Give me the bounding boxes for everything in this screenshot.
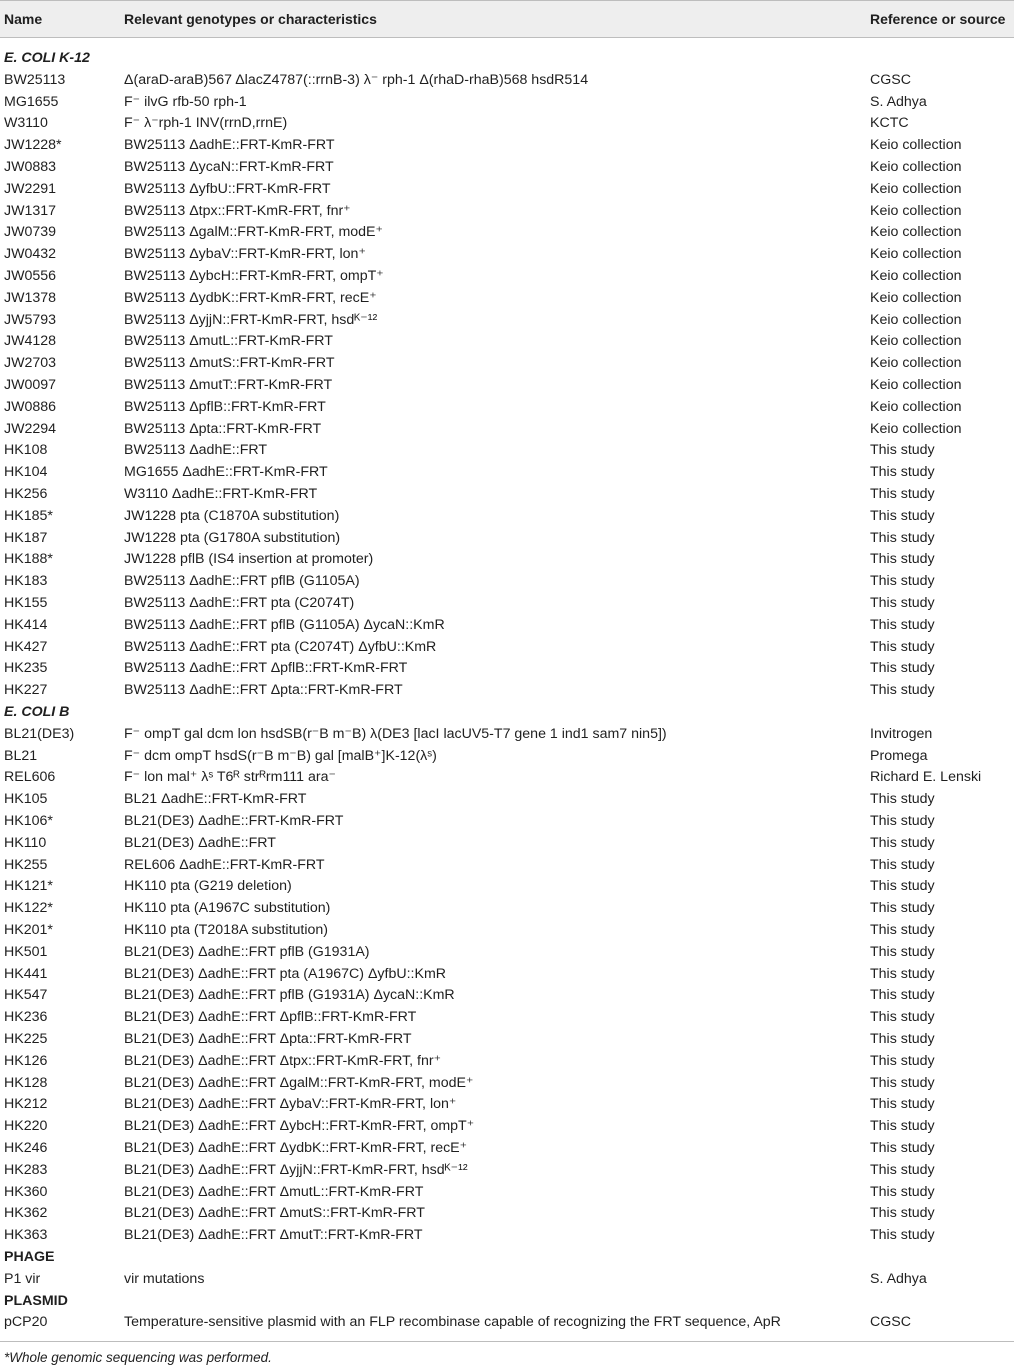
genotype-cell: BL21(DE3) ΔadhE::FRT ΔyjjN::FRT-KmR-FRT, hsdᴷ⁻¹² <box>124 1161 468 1178</box>
table-row <box>0 179 1014 201</box>
source-cell: This study <box>870 965 935 982</box>
table-row <box>0 1312 1014 1334</box>
genotype-cell: BL21(DE3) ΔadhE::FRT ΔmutT::FRT-KmR-FRT <box>124 1227 423 1244</box>
source-cell: This study <box>870 943 935 960</box>
genotype-cell: BW25113 ΔadhE::FRT-KmR-FRT <box>124 137 335 154</box>
strain-name: P1 vir <box>4 1270 41 1287</box>
strain-name: JW0883 <box>4 159 57 175</box>
header-name: Name <box>4 11 43 27</box>
strain-name: pCP20 <box>4 1314 48 1331</box>
table-row <box>0 1073 1014 1095</box>
table-row <box>0 1007 1014 1029</box>
section-label: PHAGE <box>4 1249 55 1265</box>
footnote: *Whole genomic sequencing was performed. <box>4 1350 272 1365</box>
strain-name: HK126 <box>4 1052 48 1069</box>
source-cell: Keio collection <box>870 268 962 284</box>
table-header <box>0 0 1014 38</box>
section-label: E. COLI B <box>4 704 70 720</box>
strain-name: HK547 <box>4 987 48 1004</box>
genotype-cell: BW25113 ΔadhE::FRT pta (C2074T) <box>124 595 355 611</box>
genotype-cell: BW25113 Δtpx::FRT-KmR-FRT, fnr⁺ <box>124 202 351 219</box>
strain-name: HK212 <box>4 1096 48 1113</box>
source-cell: S. Adhya <box>870 93 927 110</box>
strain-name: JW0556 <box>4 268 57 284</box>
source-cell: This study <box>870 486 935 502</box>
source-cell: Keio collection <box>870 333 962 350</box>
source-cell: This study <box>870 529 935 546</box>
source-cell: This study <box>870 813 935 829</box>
genotype-cell: BL21(DE3) ΔadhE::FRT Δpta::FRT-KmR-FRT <box>124 1031 412 1047</box>
table-row <box>0 1225 1014 1247</box>
strain-name: HK122* <box>4 900 53 917</box>
strain-name: HK246 <box>4 1140 48 1156</box>
table-row <box>0 266 1014 288</box>
strain-name: HK106* <box>4 813 53 829</box>
strain-name: HK183 <box>4 573 48 590</box>
genotype-cell: vir mutations <box>124 1270 205 1287</box>
strain-name: HK155 <box>4 595 48 611</box>
source-cell: Promega <box>870 747 928 764</box>
genotype-cell: BL21(DE3) ΔadhE::FRT ΔmutL::FRT-KmR-FRT <box>124 1183 424 1200</box>
source-cell: Keio collection <box>870 355 962 372</box>
source-cell: This study <box>870 1052 935 1069</box>
source-cell: CGSC <box>870 1314 911 1331</box>
table-row <box>0 964 1014 986</box>
table-row <box>0 1094 1014 1116</box>
strain-name: HK128 <box>4 1074 48 1091</box>
genotype-cell: JW1228 pta (C1870A substitution) <box>124 507 340 524</box>
genotype-cell: BL21(DE3) ΔadhE::FRT pflB (G1931A) ΔycaN::KmR <box>124 987 455 1004</box>
source-cell: This study <box>870 442 935 459</box>
genotype-cell: BL21(DE3) ΔadhE::FRT ΔydbK::FRT-KmR-FRT, recE⁺ <box>124 1140 468 1156</box>
genotype-cell: F⁻ lon mal⁺ λˢ T6ᴿ strᴿrm111 ara⁻ <box>124 769 336 786</box>
genotype-cell: MG1655 ΔadhE::FRT-KmR-FRT <box>124 464 328 481</box>
strain-name: JW2291 <box>4 180 57 197</box>
strain-name: HK283 <box>4 1161 48 1178</box>
table-row <box>0 789 1014 811</box>
strain-name: JW0739 <box>4 224 57 241</box>
source-cell: Keio collection <box>870 246 962 263</box>
strain-name: JW1317 <box>4 202 57 219</box>
source-cell: Keio collection <box>870 159 962 175</box>
genotype-cell: F⁻ ilvG rfb-50 rph-1 <box>124 93 247 110</box>
table-row <box>0 353 1014 375</box>
genotype-cell: BL21(DE3) ΔadhE::FRT ΔybaV::FRT-KmR-FRT, lon⁺ <box>124 1096 457 1113</box>
table-row <box>0 506 1014 528</box>
genotype-cell: BW25113 ΔmutL::FRT-KmR-FRT <box>124 333 333 350</box>
genotype-cell: F⁻ λ⁻rph-1 INV(rrnD,rrnE) <box>124 115 288 132</box>
table-row <box>0 724 1014 746</box>
table-row <box>0 113 1014 135</box>
source-cell: Keio collection <box>870 137 962 154</box>
strain-name: HK227 <box>4 682 48 699</box>
strain-name: JW1378 <box>4 289 57 306</box>
source-cell: This study <box>870 856 935 873</box>
table-row <box>0 833 1014 855</box>
strain-name: HK225 <box>4 1031 48 1047</box>
table-row <box>0 375 1014 397</box>
table-row <box>0 331 1014 353</box>
source-cell: Keio collection <box>870 420 962 437</box>
genotype-cell: BW25113 ΔadhE::FRT ΔpflB::FRT-KmR-FRT <box>124 660 408 677</box>
source-cell: This study <box>870 1118 935 1135</box>
section-heading <box>0 48 1014 70</box>
source-cell: This study <box>870 551 935 568</box>
genotype-cell: HK110 pta (T2018A substitution) <box>124 922 328 938</box>
genotype-cell: BL21(DE3) ΔadhE::FRT <box>124 834 276 851</box>
table-row <box>0 855 1014 877</box>
genotype-cell: BW25113 ΔybcH::FRT-KmR-FRT, ompT⁺ <box>124 268 384 284</box>
source-cell: This study <box>870 660 935 677</box>
table-row <box>0 746 1014 768</box>
source-cell: This study <box>870 507 935 524</box>
genotype-cell: BL21(DE3) ΔadhE::FRT ΔgalM::FRT-KmR-FRT, modE⁺ <box>124 1074 474 1091</box>
source-cell: This study <box>870 900 935 917</box>
source-cell: Richard E. Lenski <box>870 769 982 786</box>
source-cell: This study <box>870 1161 935 1178</box>
source-cell: This study <box>870 1096 935 1113</box>
source-cell: CGSC <box>870 71 911 88</box>
strain-name: HK360 <box>4 1183 48 1200</box>
strain-name: HK363 <box>4 1227 48 1244</box>
strain-name: HK235 <box>4 660 48 677</box>
source-cell: This study <box>870 1009 935 1026</box>
source-cell: This study <box>870 1183 935 1200</box>
strain-name: HK427 <box>4 638 48 655</box>
source-cell: This study <box>870 573 935 590</box>
table-row <box>0 1182 1014 1204</box>
strain-name: HK414 <box>4 616 48 633</box>
source-cell: S. Adhya <box>870 1270 927 1287</box>
source-cell: This study <box>870 638 935 655</box>
table-row <box>0 397 1014 419</box>
genotype-cell: BL21(DE3) ΔadhE::FRT pta (A1967C) ΔyfbU::KmR <box>124 965 447 982</box>
table-row <box>0 615 1014 637</box>
strain-name: JW4128 <box>4 333 57 350</box>
genotype-cell: BW25113 ΔyjjN::FRT-KmR-FRT, hsdᴷ⁻¹² <box>124 311 378 328</box>
genotype-cell: BW25113 ΔadhE::FRT pflB (G1105A) <box>124 573 360 590</box>
source-cell: This study <box>870 922 935 938</box>
table-row <box>0 419 1014 441</box>
genotype-cell: BL21(DE3) ΔadhE::FRT Δtpx::FRT-KmR-FRT, fnr⁺ <box>124 1052 442 1069</box>
section-label: PLASMID <box>4 1292 68 1309</box>
source-cell: Keio collection <box>870 202 962 219</box>
strain-name: JW2703 <box>4 355 57 372</box>
strain-name: HK121* <box>4 878 53 895</box>
table-row <box>0 157 1014 179</box>
source-cell: KCTC <box>870 115 909 132</box>
strain-name: JW0432 <box>4 246 57 263</box>
source-cell: This study <box>870 987 935 1004</box>
strain-name: HK188* <box>4 551 53 568</box>
section-heading <box>0 1291 1014 1313</box>
strain-name: HK256 <box>4 486 48 502</box>
table-row <box>0 898 1014 920</box>
strain-name: MG1655 <box>4 93 59 110</box>
genotype-cell: BL21(DE3) ΔadhE::FRT ΔmutS::FRT-KmR-FRT <box>124 1205 425 1222</box>
source-cell: This study <box>870 1031 935 1047</box>
section-heading <box>0 1247 1014 1269</box>
strain-name: JW5793 <box>4 311 57 328</box>
table-row <box>0 244 1014 266</box>
table-row <box>0 135 1014 157</box>
genotype-cell: BL21(DE3) ΔadhE::FRT ΔpflB::FRT-KmR-FRT <box>124 1009 417 1026</box>
table-row <box>0 658 1014 680</box>
strain-name: JW1228* <box>4 137 62 154</box>
table-row <box>0 310 1014 332</box>
genotype-cell: BW25113 ΔadhE::FRT Δpta::FRT-KmR-FRT <box>124 682 403 699</box>
genotype-cell: REL606 ΔadhE::FRT-KmR-FRT <box>124 856 325 873</box>
section-heading <box>0 702 1014 724</box>
source-cell: This study <box>870 464 935 481</box>
table-row <box>0 484 1014 506</box>
table-row <box>0 1116 1014 1138</box>
strain-name: W3110 <box>4 115 48 132</box>
header-source: Reference or source <box>870 11 1006 27</box>
source-cell: This study <box>870 1074 935 1091</box>
strain-name: HK441 <box>4 965 48 982</box>
genotype-cell: F⁻ ompT gal dcm lon hsdSB(r⁻B m⁻B) λ(DE3 [lacI lacUV5-T7 gene 1 ind1 sam7 nin5]) <box>124 725 667 742</box>
strain-name: REL606 <box>4 769 56 786</box>
strain-name: HK220 <box>4 1118 48 1135</box>
strain-name: HK201* <box>4 922 53 938</box>
source-cell: This study <box>870 1227 935 1244</box>
table-row <box>0 92 1014 114</box>
genotype-cell: BW25113 ΔadhE::FRT pta (C2074T) ΔyfbU::KmR <box>124 638 437 655</box>
table-row <box>0 1203 1014 1225</box>
source-cell: This study <box>870 878 935 895</box>
genotype-cell: F⁻ dcm ompT hsdS(r⁻B m⁻B) gal [malB⁺]K-12(λˢ) <box>124 747 437 764</box>
genotype-cell: Δ(araD-araB)567 ΔlacZ4787(::rrnB-3) λ⁻ rph-1 Δ(rhaD-rhaB)568 hsdR514 <box>124 71 589 88</box>
table-row <box>0 1138 1014 1160</box>
genotype-cell: HK110 pta (G219 deletion) <box>124 878 292 895</box>
genotype-cell: BL21 ΔadhE::FRT-KmR-FRT <box>124 791 307 808</box>
table-row <box>0 1160 1014 1182</box>
table-row <box>0 1269 1014 1291</box>
genotype-cell: Temperature-sensitive plasmid with an FLP recombinase capable of recognizing the FRT sequence, ApR <box>124 1314 781 1331</box>
table-row <box>0 593 1014 615</box>
source-cell: This study <box>870 1140 935 1156</box>
source-cell: This study <box>870 834 935 851</box>
genotype-cell: BW25113 ΔmutT::FRT-KmR-FRT <box>124 377 333 393</box>
strain-name: HK185* <box>4 507 53 524</box>
table-row <box>0 462 1014 484</box>
genotype-cell: BW25113 ΔpflB::FRT-KmR-FRT <box>124 398 326 415</box>
genotype-cell: BL21(DE3) ΔadhE::FRT-KmR-FRT <box>124 813 344 829</box>
source-cell: This study <box>870 616 935 633</box>
source-cell: Keio collection <box>870 289 962 306</box>
strain-name: HK187 <box>4 529 48 546</box>
table-row <box>0 811 1014 833</box>
strain-name: HK104 <box>4 464 48 481</box>
genotype-cell: JW1228 pflB (IS4 insertion at promoter) <box>124 551 374 568</box>
source-cell: Keio collection <box>870 224 962 241</box>
genotype-cell: BW25113 ΔadhE::FRT pflB (G1105A) ΔycaN::KmR <box>124 616 445 633</box>
source-cell: Keio collection <box>870 311 962 328</box>
genotype-cell: BW25113 ΔyfbU::FRT-KmR-FRT <box>124 180 331 197</box>
header-genotype: Relevant genotypes or characteristics <box>124 11 377 27</box>
table-row <box>0 1029 1014 1051</box>
genotype-cell: BW25113 ΔgalM::FRT-KmR-FRT, modE⁺ <box>124 224 384 241</box>
genotype-cell: W3110 ΔadhE::FRT-KmR-FRT <box>124 486 318 502</box>
table-row <box>0 571 1014 593</box>
source-cell: This study <box>870 682 935 699</box>
table-row <box>0 920 1014 942</box>
genotype-cell: BW25113 Δpta::FRT-KmR-FRT <box>124 420 322 437</box>
source-cell: This study <box>870 791 935 808</box>
strain-name: BL21 <box>4 747 38 764</box>
table-row <box>0 680 1014 702</box>
strain-name: JW2294 <box>4 420 57 437</box>
table-row <box>0 942 1014 964</box>
table-row <box>0 288 1014 310</box>
table-row <box>0 70 1014 92</box>
genotype-cell: HK110 pta (A1967C substitution) <box>124 900 331 917</box>
source-cell: Keio collection <box>870 377 962 393</box>
strain-name: HK255 <box>4 856 48 873</box>
table-row <box>0 876 1014 898</box>
strain-name: JW0097 <box>4 377 57 393</box>
table-row <box>0 767 1014 789</box>
genotype-cell: BL21(DE3) ΔadhE::FRT pflB (G1931A) <box>124 943 370 960</box>
genotype-cell: BL21(DE3) ΔadhE::FRT ΔybcH::FRT-KmR-FRT, ompT⁺ <box>124 1118 475 1135</box>
source-cell: Keio collection <box>870 398 962 415</box>
strain-name: HK105 <box>4 791 48 808</box>
table-row <box>0 201 1014 223</box>
table-bottom-rule <box>0 1341 1014 1342</box>
table-row <box>0 549 1014 571</box>
strain-name: JW0886 <box>4 398 57 415</box>
genotype-cell: BW25113 ΔmutS::FRT-KmR-FRT <box>124 355 335 372</box>
strain-name: HK362 <box>4 1205 48 1222</box>
table-row <box>0 440 1014 462</box>
strain-name: BW25113 <box>4 71 66 88</box>
source-cell: Keio collection <box>870 180 962 197</box>
source-cell: Invitrogen <box>870 725 933 742</box>
table-row <box>0 528 1014 550</box>
table-row <box>0 985 1014 1007</box>
table-row <box>0 637 1014 659</box>
genotype-cell: JW1228 pta (G1780A substitution) <box>124 529 341 546</box>
strain-name: HK236 <box>4 1009 48 1026</box>
strain-name: HK108 <box>4 442 48 459</box>
genotype-cell: BW25113 ΔadhE::FRT <box>124 442 268 459</box>
table-row <box>0 1051 1014 1073</box>
genotype-cell: BW25113 ΔydbK::FRT-KmR-FRT, recE⁺ <box>124 289 377 306</box>
strain-name: HK501 <box>4 943 48 960</box>
strain-name: BL21(DE3) <box>4 725 75 742</box>
source-cell: This study <box>870 595 935 611</box>
source-cell: This study <box>870 1205 935 1222</box>
genotype-cell: BW25113 ΔybaV::FRT-KmR-FRT, lon⁺ <box>124 246 366 263</box>
table-row <box>0 222 1014 244</box>
genotype-cell: BW25113 ΔycaN::FRT-KmR-FRT <box>124 159 334 175</box>
strain-name: HK110 <box>4 834 47 851</box>
section-label: E. COLI K-12 <box>4 50 90 66</box>
